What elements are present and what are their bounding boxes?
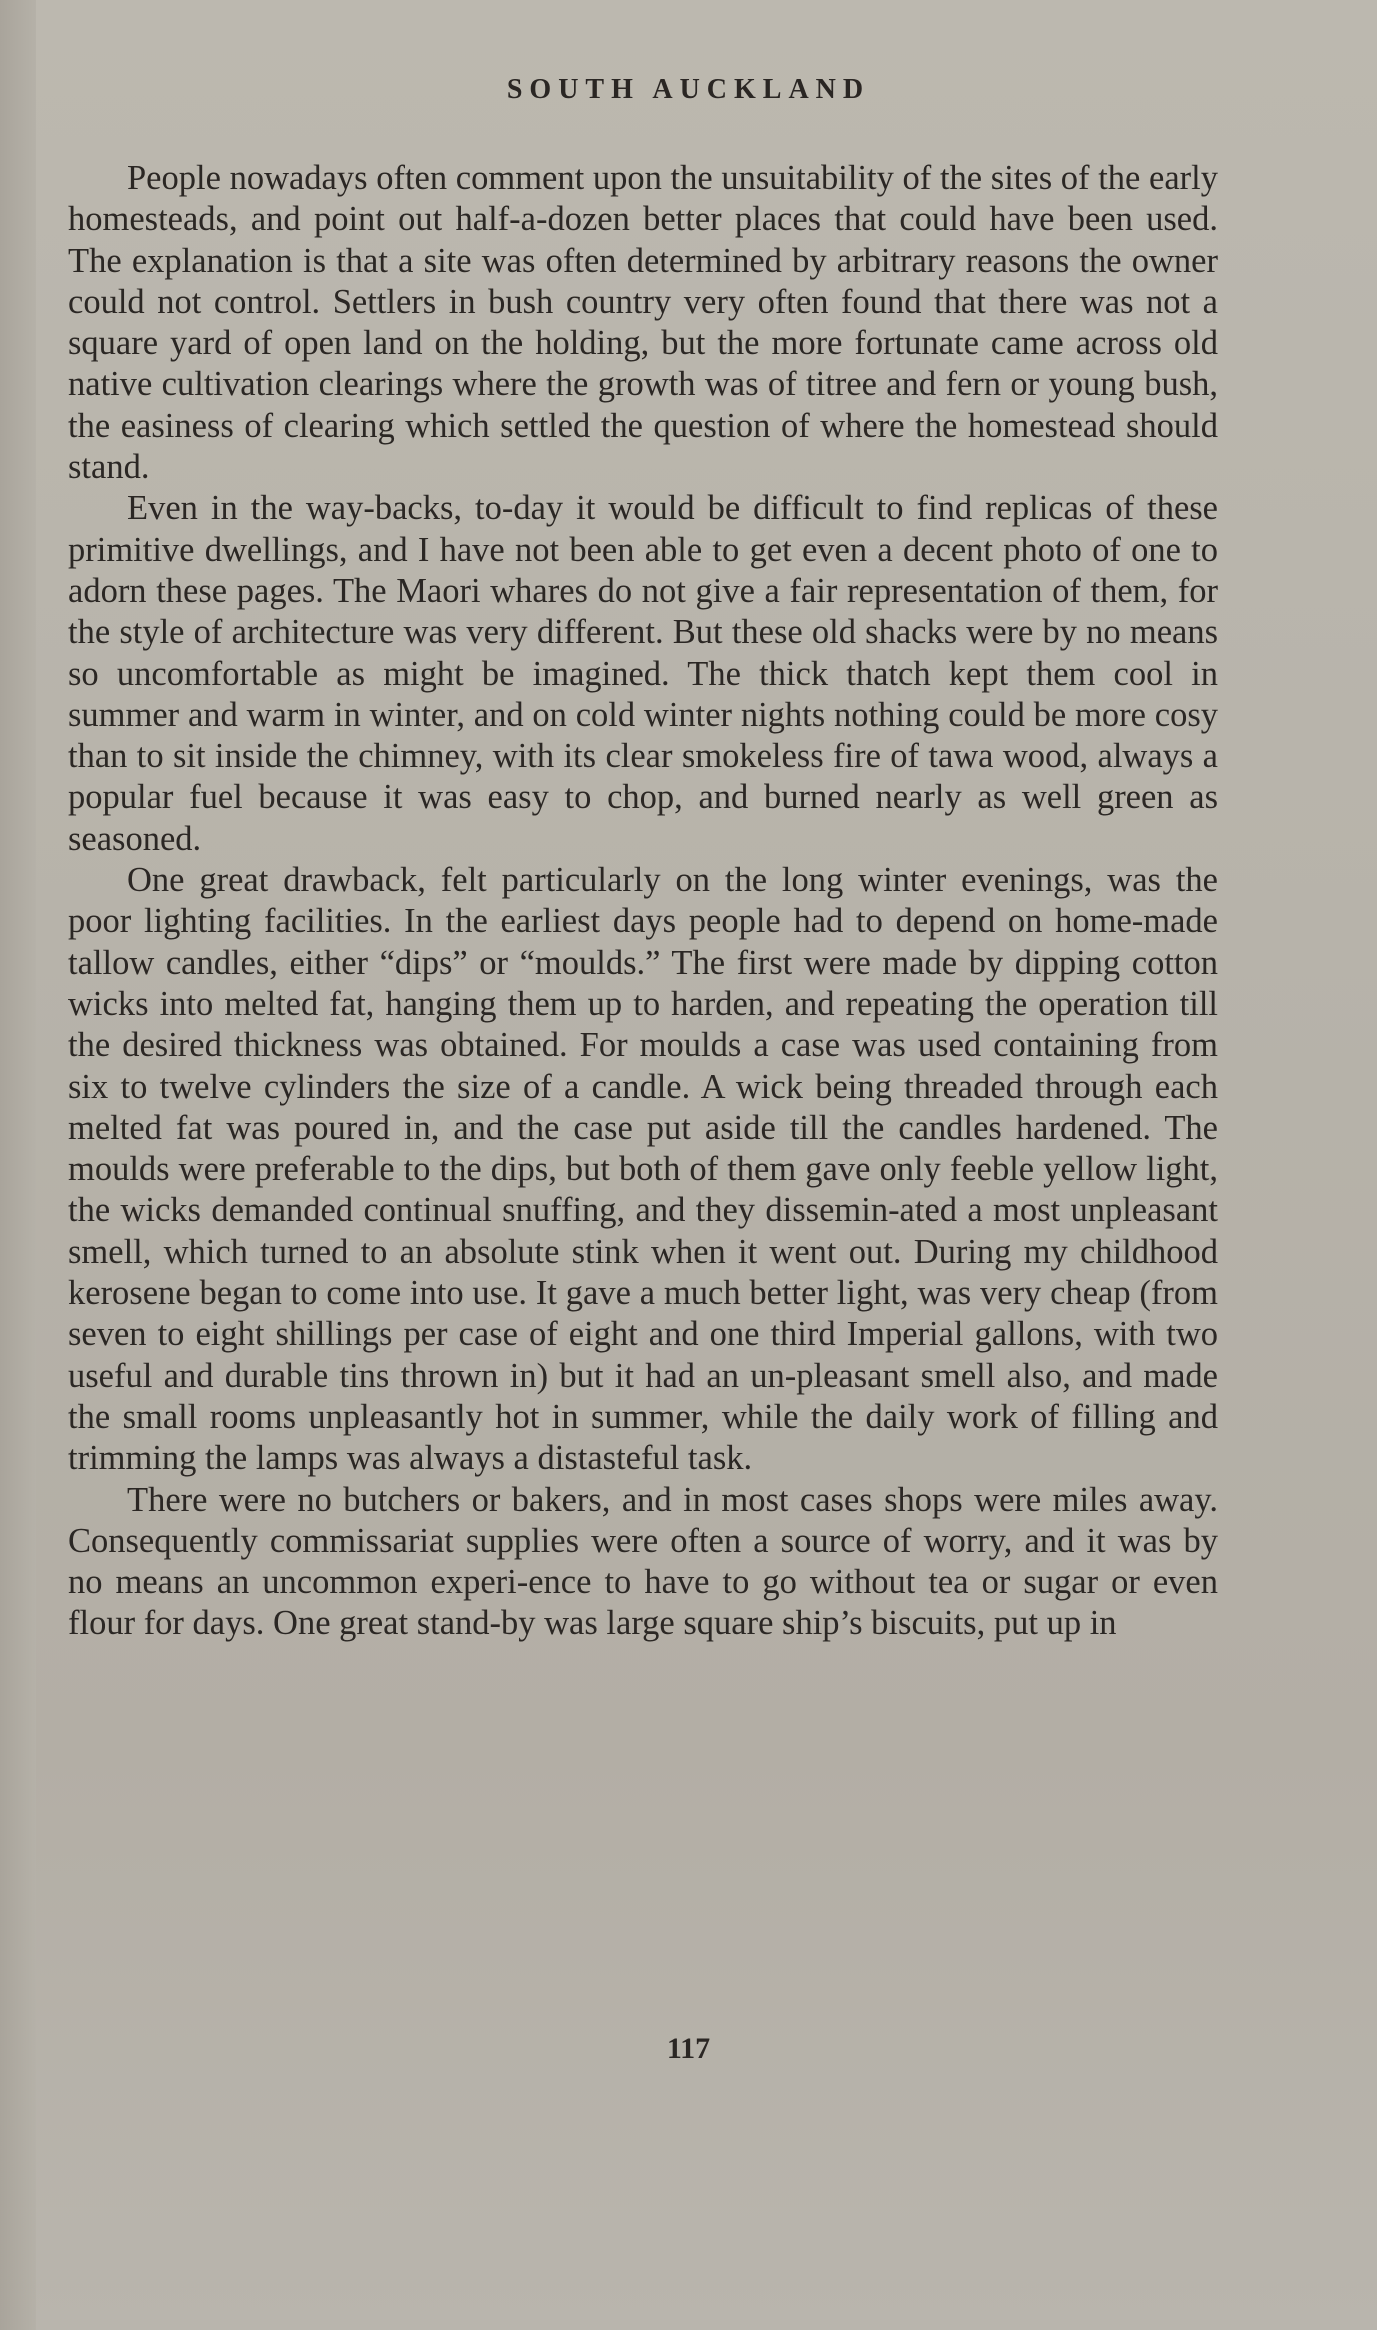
paragraph: Even in the way-backs, to-day it would be difficult to find replicas of these primitive dwellings, and I have not been able to get even a decent photo of one to adorn these pages. The Maori whares do not give a fair representation of them, for the style of architecture was very different. But these old shacks were by no means so uncomfortable as might be imagined. The thick thatch kept them cool in summer and warm in winter, and on cold winter nights nothing could be more cosy than to sit inside the chimney, with its clear smokeless fire of tawa wood, always a popular fuel because it was easy to chop, and burned nearly as well green as seasoned. — [68, 489, 1218, 858]
running-head: SOUTH AUCKLAND — [506, 74, 871, 105]
paragraph: There were no butchers or bakers, and in most cases shops were miles away. Consequently commissariat supplies were often a source of worry, and it was by no means an uncommon experi-ence to have to go without tea or sugar or even flour for days. One great stand-by was large square ship’s biscuits, put up in — [68, 1480, 1218, 1643]
page-gutter-shadow — [0, 0, 36, 2330]
paragraph: One great drawback, felt particularly on the long winter evenings, was the poor lighting facilities. In the earliest days people had to depend on home-made tallow candles, either “dips” or “moulds.” The first were made by dipping cotton wicks into melted fat, hanging them up to harden, and repeating the operation till the desired thickness was obtained. For moulds a case was used containing from six to twelve cylinders the size of a candle. A wick being threaded through each melted fat was poured in, and the case put aside till the candles hardened. The moulds were preferable to the dips, but both of them gave only feeble yellow light, the wicks demanded continual snuffing, and they dissemin-ated a most unpleasant smell, which turned to an absolute stink when it went out. During my childhood kerosene began to come into use. It gave a much better light, was very cheap (from seven to eight shillings per case of eight and one third Imperial gallons, with two useful and durable tins thrown in) but it had an un-pleasant smell also, and made the small rooms unpleasantly hot in summer, while the daily work of filling and trimming the lamps was always a distasteful task. — [68, 861, 1218, 1478]
paragraph: People nowadays often comment upon the unsuitability of the sites of the early homesteads, and point out half-a-dozen better places that could have been used. The explanation is that a site was often determined by arbitrary reasons the owner could not control. Settlers in bush country very often found that there was not a square yard of open land on the holding, but the more fortunate came across old native cultivation clearings where the growth was of titree and fern or young bush, the easiness of clearing which settled the question of where the homestead should stand. — [68, 159, 1218, 487]
body-text — [68, 158, 1218, 1645]
page-number: 117 — [666, 2032, 711, 2065]
